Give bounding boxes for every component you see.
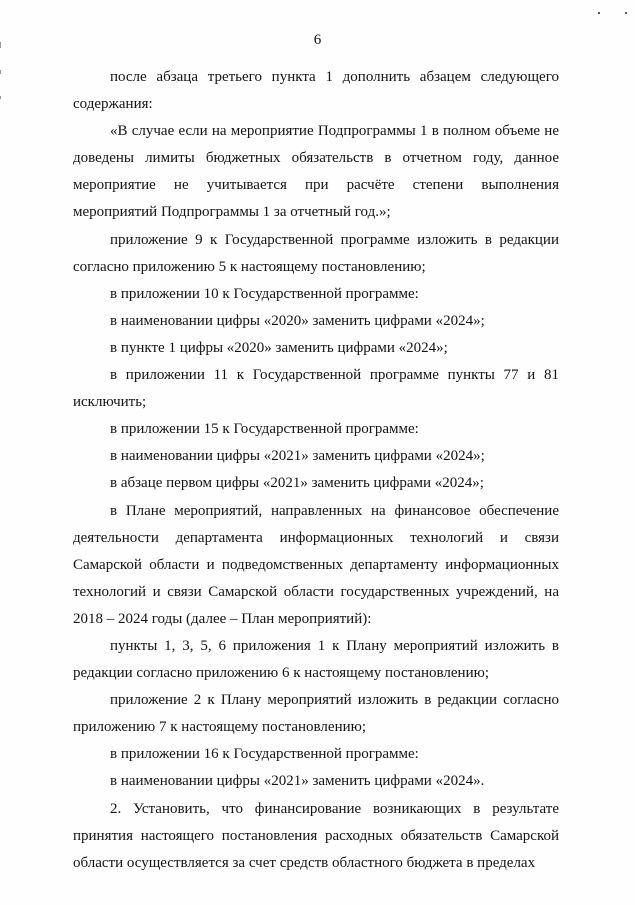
paragraph-appendix-9: приложение 9 к Государственной программе изложить в редакции согласно приложению 5 к настоящему постановлению; xyxy=(73,231,559,275)
paragraph-clause-2: 2. Установить, что финансирование возникающих в результате принятия настоящего постановления расходных обязательств Самарской области осуществляется за счет средств областного бюджета в пределах xyxy=(73,800,559,871)
paragraph-appendix-15-first: в абзаце первом цифры «2021» заменить цифрами «2024»; xyxy=(110,475,484,492)
paragraph-appendix-10-point-1: в пункте 1 цифры «2020» заменить цифрами «2024»; xyxy=(110,339,448,356)
paragraph-plan-appendix-2: приложение 2 к Плану мероприятий изложить в редакции согласно приложению 7 к настоящему постановлению; xyxy=(73,692,559,736)
paragraph-appendix-10-title: в наименовании цифры «2020» заменить цифрами «2024»; xyxy=(110,312,485,329)
scan-speck xyxy=(598,12,600,14)
paragraph-quoted-text: «В случае если на мероприятие Подпрограммы 1 в полном объеме не доведены лимиты бюджетных обязательств в отчетном году, данное мероприятие не учитывается при расчёте степени выполнения мероприятий Подпрограммы 1 за отчетный год.»; xyxy=(73,123,559,221)
paragraph-action-plan: в Плане мероприятий, направленных на финансовое обеспечение деятельности департамента информационных технологий и связи Самарской области и подведомственных департаменту информационных технологий и связи Самарской области государственных учреждений, на 2018 – 2024 годы (далее – План мероприятий): xyxy=(73,502,559,627)
paragraph-plan-points: пункты 1, 3, 5, 6 приложения 1 к Плану мероприятий изложить в редакции согласно приложению 6 к настоящему постановлению; xyxy=(73,637,559,682)
paragraph-appendix-11: в приложении 11 к Государственной программе пункты 77 и 81 исключить; xyxy=(73,367,559,411)
paragraph-insert-instruction: после абзаца третьего пункта 1 дополнить абзацем следующего содержания: xyxy=(73,69,559,113)
scan-edge-mark xyxy=(0,96,1,99)
paragraph-appendix-15-title: в наименовании цифры «2021» заменить цифрами «2024»; xyxy=(110,448,485,465)
paragraph-appendix-15: в приложении 15 к Государственной программе: xyxy=(110,421,419,438)
document-body xyxy=(73,64,559,877)
paragraph-appendix-16-title: в наименовании цифры «2021» заменить цифрами «2024». xyxy=(110,773,485,790)
scan-speck xyxy=(625,12,627,14)
page-number: 6 xyxy=(313,32,322,48)
scan-edge-mark xyxy=(0,70,1,74)
paragraph-appendix-10: в приложении 10 к Государственной программе: xyxy=(110,285,419,302)
paragraph-appendix-16: в приложении 16 к Государственной программе: xyxy=(110,746,419,763)
